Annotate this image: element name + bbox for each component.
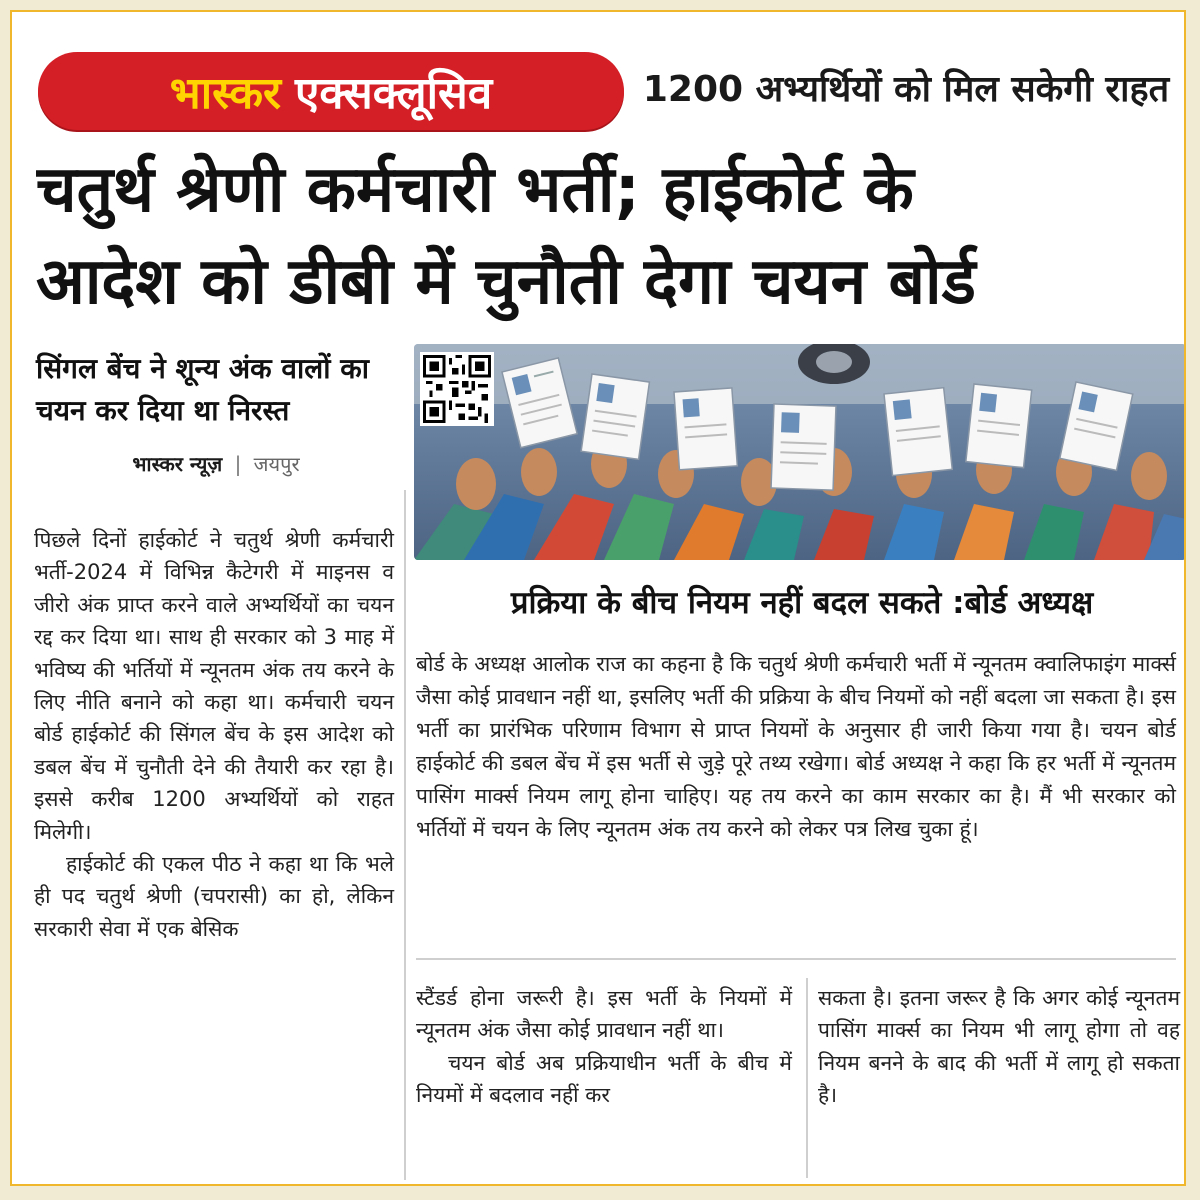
kicker: 1200 अभ्यर्थियों को मिल सकेगी राहत bbox=[642, 69, 1170, 110]
section-headline: प्रक्रिया के बीच नियम नहीं बदल सकते :बोर्ड अध्यक्ष bbox=[510, 585, 1094, 621]
bottom-column-b bbox=[818, 982, 1180, 1112]
board-chairman-paragraph bbox=[416, 648, 1176, 846]
bottom-b-para: सकता है। इतना जरूर है कि अगर कोई न्यूनतम पासिंग मार्क्स का नियम भी लागू होगा तो वह नियम बनने के बाद की भर्ती में लागू हो सकता है। bbox=[818, 986, 1180, 1108]
qr-code[interactable] bbox=[420, 352, 494, 426]
main-para-text: बोर्ड के अध्यक्ष आलोक राज का कहना है कि चतुर्थ श्रेणी कर्मचारी भर्ती में न्यूनतम क्वालिफाइंग मार्क्स जैसा कोई प्रावधान नहीं था, इसलिए भर्ती की प्रक्रिया के बीच नियमों को नहीं बदला जा सकता है। इस भर्ती का प्रारंभिक परिणाम विभाग से प्राप्त नियमों के अनुसार ही जारी किया गया है। चयन बोर्ड हाईकोर्ट की डबल बेंच में इस भर्ती से जुड़े पूरे तथ्य रखेगा। बोर्ड अध्यक्ष ने कहा कि हर भर्ती में न्यूनतम पासिंग मार्क्स नियम लागू होना चाहिए। यह तय करने का काम सरकार का है। मैं भी सरकार को भर्तियों में चयन के लिए न्यूनतम अंक तय करने को लेकर पत्र लिख चुका हूं। bbox=[416, 652, 1176, 841]
headline bbox=[36, 144, 1174, 328]
bottom-a-para-2: चयन बोर्ड अब प्रक्रियाधीन भर्ती के बीच में नियमों में बदलाव नहीं कर bbox=[416, 1050, 792, 1108]
byline-separator: | bbox=[234, 452, 242, 476]
left-column-text bbox=[34, 524, 394, 945]
section-divider bbox=[416, 958, 1176, 960]
badge-brand: भास्कर bbox=[169, 68, 281, 119]
illustration-hands-resumes bbox=[414, 344, 1186, 560]
headline-line-2: आदेश को डीबी में चुनौती देगा चयन बोर्ड bbox=[36, 245, 976, 319]
column-divider-bottom bbox=[806, 978, 808, 1178]
byline-city: जयपुर bbox=[253, 452, 300, 476]
badge-exclusive: एक्सक्लूसिव bbox=[295, 68, 493, 119]
left-para-1: पिछले दिनों हाईकोर्ट ने चतुर्थ श्रेणी कर्मचारी भर्ती-2024 में विभिन्न कैटेगरी में माइनस व जीरो अंक प्राप्त करने वाले अभ्यर्थियों का चयन रद्द कर दिया था। साथ ही सरकार को 3 माह में भविष्य की भर्तियों में न्यूनतम अंक तय करने के लिए नीति बनाने को कहा था। कर्मचारी चयन बोर्ड हाईकोर्ट की सिंगल बेंच के इस आदेश को डबल बेंच में चुनौती देने की तैयारी कर रहा है। इससे करीब 1200 अभ्यर्थियों को राहत मिलेगी। bbox=[34, 528, 394, 844]
exclusive-badge bbox=[38, 52, 624, 130]
news-clipping bbox=[10, 10, 1186, 1186]
column-divider-left bbox=[404, 490, 406, 1180]
headline-line-1: चतुर्थ श्रेणी कर्मचारी भर्ती; हाईकोर्ट के bbox=[36, 153, 914, 227]
byline bbox=[36, 450, 396, 477]
left-para-2: हाईकोर्ट की एकल पीठ ने कहा था कि भले ही पद चतुर्थ श्रेणी (चपरासी) का हो, लेकिन सरकारी सेवा में एक बेसिक bbox=[34, 852, 394, 941]
subheadline: सिंगल बेंच ने शून्य अंक वालों का चयन कर दिया था निरस्त bbox=[36, 352, 369, 427]
byline-source: भास्कर न्यूज़ bbox=[132, 452, 223, 476]
bottom-column-a bbox=[416, 982, 792, 1112]
bottom-a-para-1: स्टैंडर्ड होना जरूरी है। इस भर्ती के नियमों में न्यूनतम अंक जैसा कोई प्रावधान नहीं था। bbox=[416, 986, 792, 1043]
